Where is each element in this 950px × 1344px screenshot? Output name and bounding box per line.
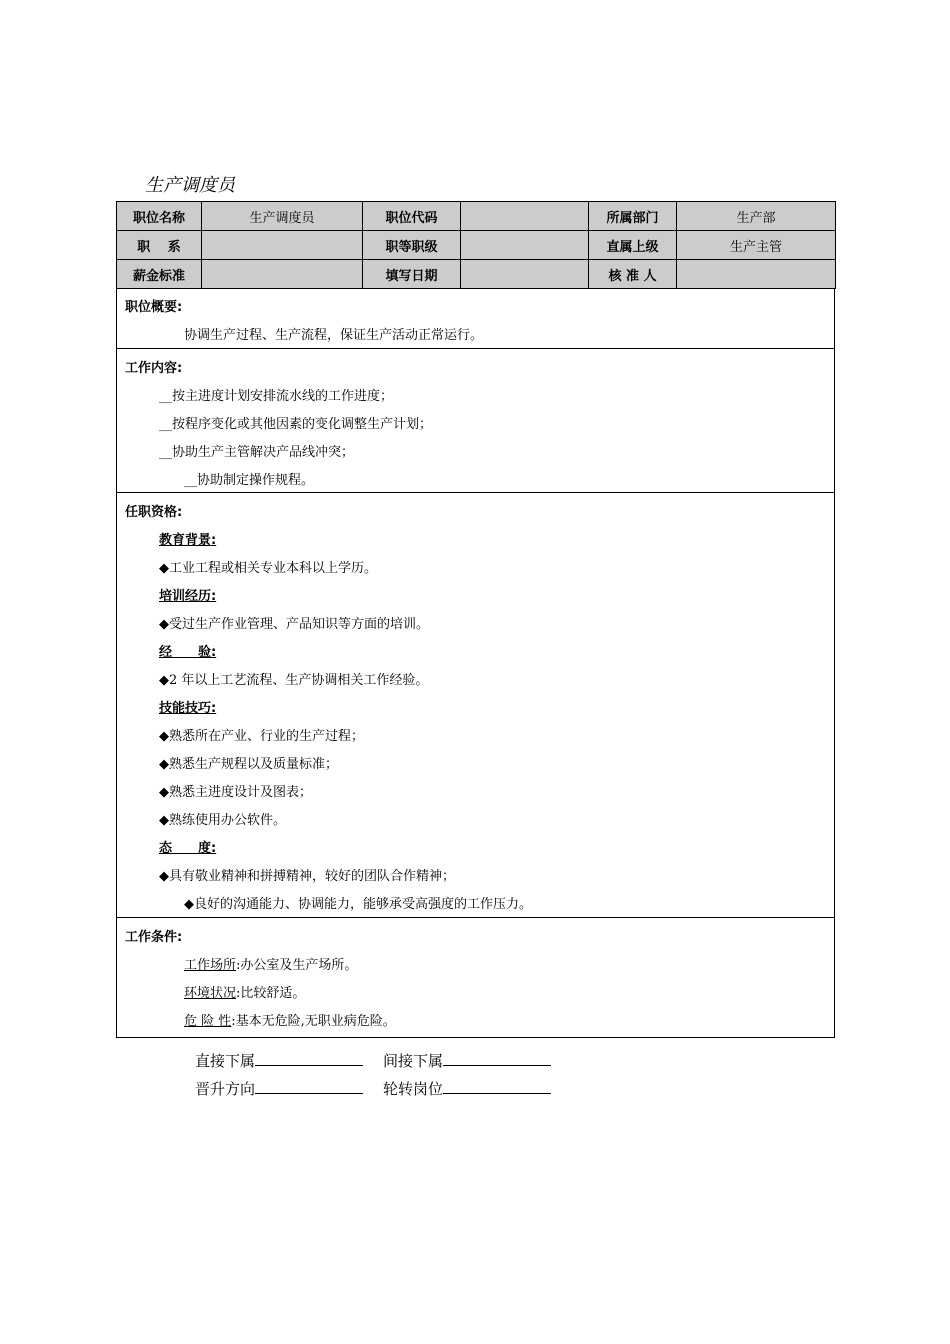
- overview-text: 协调生产过程、生产流程，保证生产活动正常运行。: [184, 328, 484, 343]
- attitude-item: ◆良好的沟通能力、协调能力，能够承受高强度的工作压力。: [184, 897, 532, 912]
- document-title: 生产调度员: [145, 175, 235, 196]
- workplace-label: 工作场所: [184, 958, 237, 973]
- duty-item: __按主进度计划安排流水线的工作进度；: [159, 389, 394, 404]
- indirect-subordinate-blank[interactable]: [443, 1051, 551, 1066]
- header-table: [116, 201, 836, 289]
- value-position-name: 生产调度员: [202, 202, 363, 231]
- direct-subordinate-field: [195, 1050, 363, 1071]
- label-salary: 薪金标准: [117, 260, 202, 289]
- qualifications-heading: 任职资格:: [125, 505, 183, 520]
- education-label: 教育背景:: [159, 533, 217, 548]
- header-row: [117, 231, 836, 260]
- header-row: [117, 202, 836, 231]
- environment-value: :比较舒适。: [236, 986, 306, 1001]
- label-grade: 职等职级: [363, 231, 461, 260]
- rotation-field: [383, 1078, 551, 1099]
- rotation-blank[interactable]: [443, 1079, 551, 1094]
- workplace-line: [184, 954, 357, 973]
- duty-item: __按程序变化或其他因素的变化调整生产计划；: [159, 417, 433, 432]
- label-approver: 核 准 人: [589, 260, 677, 289]
- promotion-field: [195, 1078, 363, 1099]
- environment-line: [184, 982, 305, 1001]
- skill-item: ◆熟悉生产规程以及质量标准；: [159, 757, 338, 772]
- experience-item: ◆2 年以上工艺流程、生产协调相关工作经验。: [159, 673, 429, 688]
- label-position-code: 职位代码: [363, 202, 461, 231]
- conditions-heading: 工作条件:: [125, 930, 183, 945]
- training-label: 培训经历:: [159, 589, 217, 604]
- label-supervisor: 直属上级: [589, 231, 677, 260]
- overview-section: [116, 288, 835, 349]
- value-supervisor: 生产主管: [677, 231, 836, 260]
- label-department: 所属部门: [589, 202, 677, 231]
- header-row: [117, 260, 836, 289]
- value-approver: [677, 260, 836, 289]
- attitude-label: 态 度:: [159, 841, 217, 856]
- training-item: ◆受过生产作业管理、产品知识等方面的培训。: [159, 617, 429, 632]
- value-job-family: [202, 231, 363, 260]
- value-grade: [461, 231, 589, 260]
- indirect-subordinate-field: [383, 1050, 551, 1071]
- danger-value: :基本无危险,无职业病危险。: [231, 1014, 396, 1029]
- environment-label: 环境状况: [184, 986, 237, 1001]
- rotation-label: 轮转岗位: [383, 1080, 444, 1098]
- value-salary: [202, 260, 363, 289]
- qualifications-section: [116, 493, 835, 918]
- skills-label: 技能技巧:: [159, 701, 217, 716]
- experience-label: 经 验:: [159, 645, 217, 660]
- value-department: 生产部: [677, 202, 836, 231]
- attitude-item: ◆具有敬业精神和拼搏精神，较好的团队合作精神；: [159, 869, 455, 884]
- overview-heading: 职位概要:: [125, 300, 183, 315]
- duty-item: __协助制定操作规程。: [184, 473, 315, 488]
- indirect-subordinate-label: 间接下属: [383, 1052, 444, 1070]
- education-item: ◆工业工程或相关专业本科以上学历。: [159, 561, 377, 576]
- skill-item: ◆熟练使用办公软件。: [159, 813, 286, 828]
- skill-item: ◆熟悉主进度设计及图表；: [159, 785, 312, 800]
- label-job-family: 职 系: [117, 231, 202, 260]
- value-position-code: [461, 202, 589, 231]
- duties-heading: 工作内容:: [125, 361, 183, 376]
- duty-item: __协助生产主管解决产品线冲突；: [159, 445, 355, 460]
- promotion-blank[interactable]: [255, 1079, 363, 1094]
- label-fill-date: 填写日期: [363, 260, 461, 289]
- conditions-section: [116, 918, 835, 1038]
- workplace-value: :办公室及生产场所。: [236, 958, 358, 973]
- value-fill-date: [461, 260, 589, 289]
- direct-subordinate-label: 直接下属: [195, 1052, 256, 1070]
- direct-subordinate-blank[interactable]: [255, 1051, 363, 1066]
- duties-section: [116, 349, 835, 493]
- label-position-name: 职位名称: [117, 202, 202, 231]
- promotion-label: 晋升方向: [195, 1080, 256, 1098]
- skill-item: ◆熟悉所在产业、行业的生产过程；: [159, 729, 364, 744]
- danger-label: 危 险 性: [184, 1014, 232, 1029]
- danger-line: [184, 1010, 396, 1029]
